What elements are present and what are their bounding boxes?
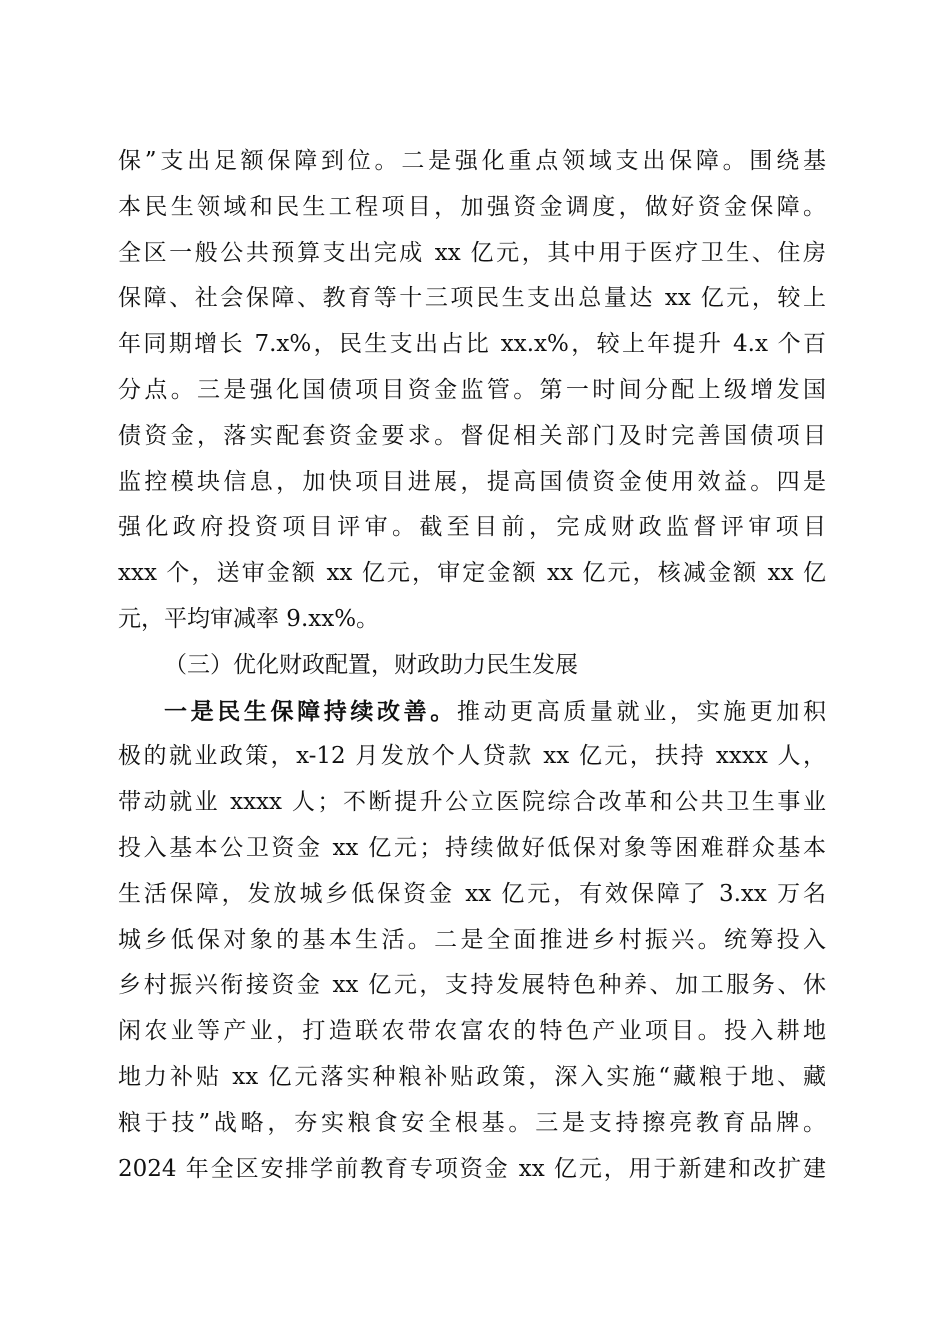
paragraph-2 — [118, 689, 826, 1193]
text-line: 投入基本公卫资金 xx 亿元；持续做好低保对象等困难群众基本 — [118, 834, 826, 861]
text-line-first — [118, 689, 826, 735]
text-line: 粮于技”战略，夯实粮食安全根基。三是支持擦亮教育品牌。 — [118, 1109, 826, 1136]
text-line: 生活保障，发放城乡低保资金 xx 亿元，有效保障了 3.xx 万名 — [118, 880, 826, 907]
text-line: 保障、社会保障、教育等十三项民生支出总量达 xx 亿元，较上 — [118, 285, 826, 312]
section-heading: （三）优化财政配置，财政助力民生发展 — [164, 651, 578, 678]
text-line: 强化政府投资项目评审。截至目前，完成财政监督评审项目 — [118, 514, 826, 541]
text-line: 监控模块信息，加快项目进展，提高国债资金使用效益。四是 — [118, 468, 826, 495]
text-line: xxx 个，送审金额 xx 亿元，审定金额 xx 亿元，核减金额 xx 亿 — [118, 560, 826, 587]
document-body — [118, 139, 826, 1192]
text-line: 保”支出足额保障到位。二是强化重点领域支出保障。围绕基 — [118, 148, 826, 174]
text-line: 年同期增长 7.x%，民生支出占比 xx.x%，较上年提升 4.x 个百 — [118, 331, 826, 358]
text-line: 分点。三是强化国债项目资金监管。第一时间分配上级增发国 — [118, 376, 826, 403]
text-line: 带动就业 xxxx 人；不断提升公立医院综合改革和公共卫生事业 — [118, 789, 826, 816]
text-line: 城乡低保对象的基本生活。二是全面推进乡村振兴。统筹投入 — [118, 926, 826, 953]
text-line: 债资金，落实配套资金要求。督促相关部门及时完善国债项目 — [118, 422, 826, 449]
text-line: 全区一般公共预算支出完成 xx 亿元，其中用于医疗卫生、住房 — [118, 239, 826, 266]
text-line: 元，平均审减率 9.xx%。 — [118, 605, 380, 632]
text-line: 闲农业等产业，打造联农带农富农的特色产业项目。投入耕地 — [118, 1018, 826, 1045]
text-line: 2024 年全区安排学前教育专项资金 xx 亿元，用于新建和改扩建 — [118, 1155, 826, 1182]
paragraph-1 — [118, 139, 826, 643]
paragraph-lead: 一是民生保障持续改善。 — [164, 697, 457, 725]
text-run: 推动更高质量就业，实施更加积 — [456, 698, 826, 725]
text-line: 本民生领域和民生工程项目，加强资金调度，做好资金保障。 — [118, 193, 826, 220]
text-line: 地力补贴 xx 亿元落实种粮补贴政策，深入实施“藏粮于地、藏 — [118, 1063, 826, 1090]
text-line: 极的就业政策，x-12 月发放个人贷款 xx 亿元，扶持 xxxx 人， — [118, 743, 826, 770]
text-line: 乡村振兴衔接资金 xx 亿元，支持发展特色种养、加工服务、休 — [118, 972, 826, 999]
